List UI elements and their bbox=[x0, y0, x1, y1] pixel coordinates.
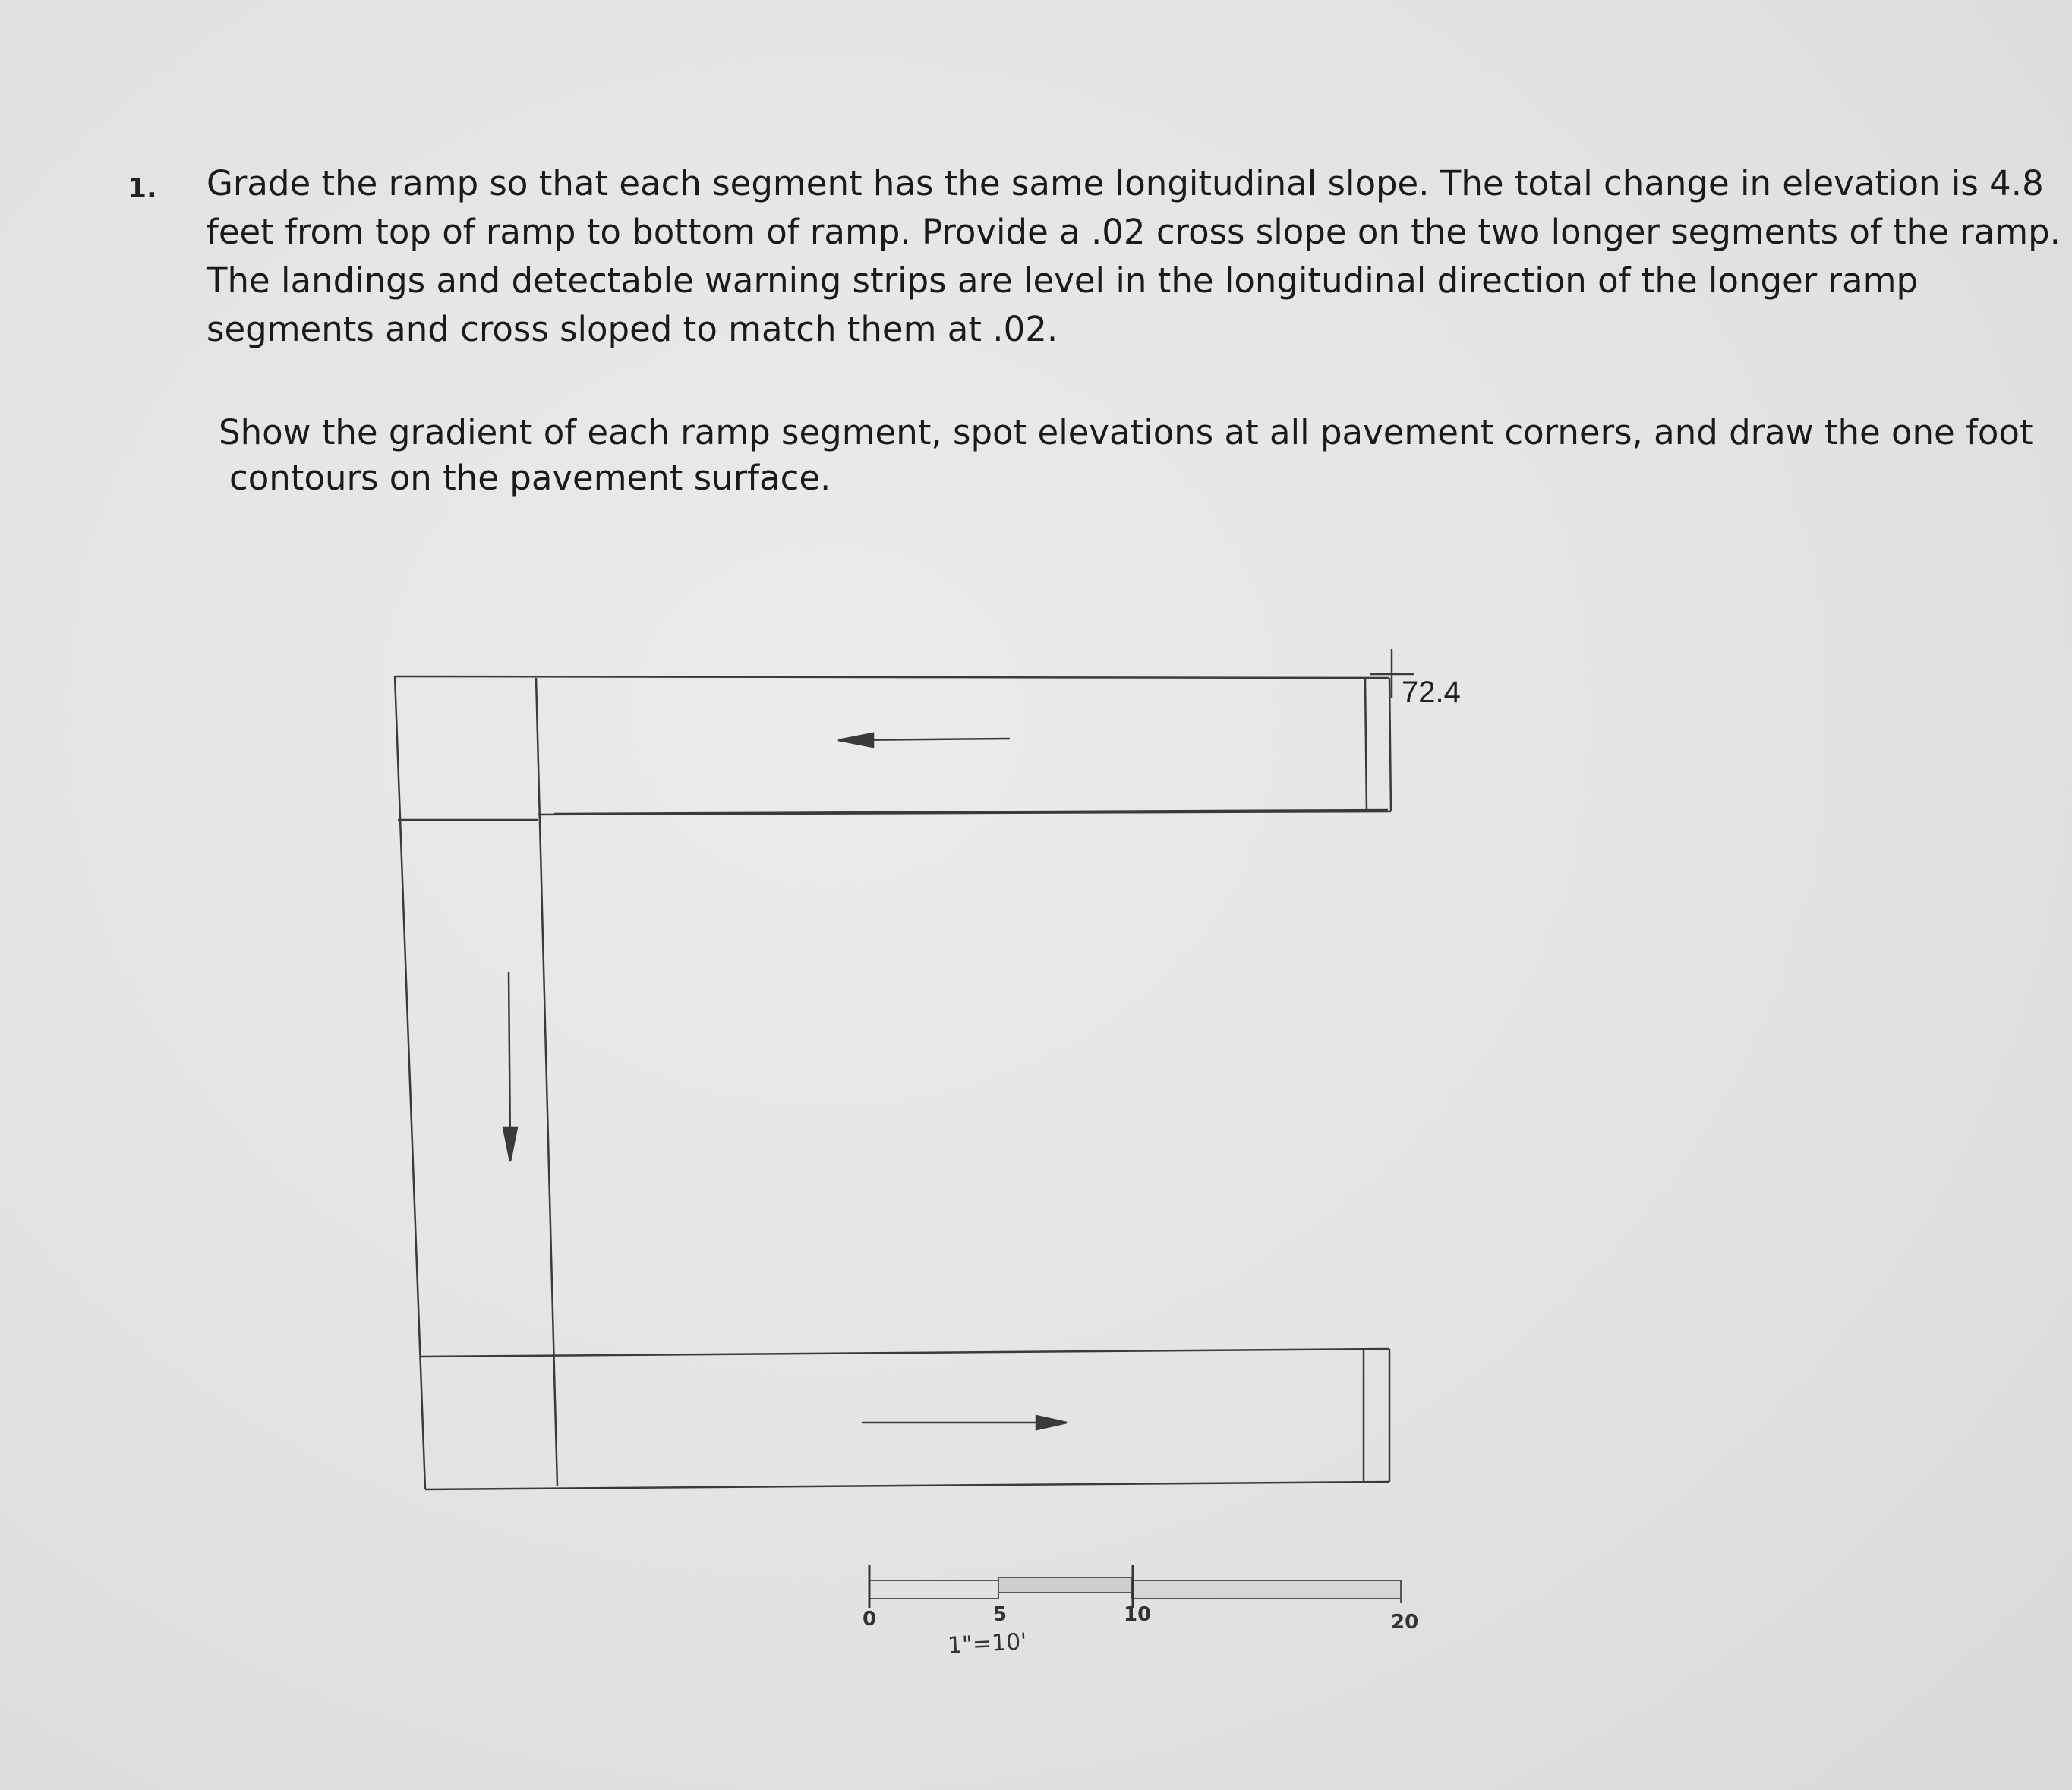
bottom-segment-top-edge bbox=[421, 1349, 1389, 1357]
scale-label-20: 20 bbox=[1391, 1611, 1419, 1634]
spot-elevation-label: 72.4 bbox=[1402, 676, 1461, 709]
top-warning-strip-inner bbox=[1365, 678, 1367, 811]
problem-line: segments and cross sloped to match them at .02. bbox=[207, 309, 1058, 349]
instruction-line: contours on the pavement surface. bbox=[229, 458, 831, 498]
problem-line: Grade the ramp so that each segment has the same longitudinal slope. The total change in elevation is 4.8 bbox=[207, 163, 2044, 203]
bottom-segment-arrowhead bbox=[1036, 1416, 1067, 1429]
problem-number: 1. bbox=[128, 173, 157, 204]
left-segment-arrow-line bbox=[509, 972, 510, 1146]
scale-ratio: 1"=10' bbox=[947, 1628, 1028, 1659]
top-warning-strip-outer bbox=[1389, 678, 1391, 811]
scale-label-5: 5 bbox=[993, 1603, 1008, 1626]
outer-top-edge bbox=[395, 676, 1389, 678]
scale-bar-segment bbox=[869, 1580, 998, 1599]
left-segment-arrowhead bbox=[503, 1127, 517, 1161]
problem-line: feet from top of ramp to bottom of ramp. Provide a .02 cross slope on the two longer segments of the ramp. bbox=[207, 212, 2061, 252]
scale-label-0: 0 bbox=[863, 1608, 877, 1631]
scale-label-10: 10 bbox=[1124, 1603, 1152, 1626]
outer-left-edge bbox=[395, 676, 425, 1489]
top-segment-arrowhead bbox=[838, 733, 873, 747]
problem-line: The landings and detectable warning strips are level in the longitudinal direction of the longer ramp bbox=[207, 260, 1919, 301]
instruction-line: Show the gradient of each ramp segment, spot elevations at all pavement corners, and draw the one foot bbox=[219, 412, 2033, 452]
scale-bar-segment bbox=[998, 1577, 1131, 1593]
bottom-segment-bottom-edge bbox=[425, 1482, 1389, 1489]
scale-bar-segment bbox=[1131, 1580, 1401, 1599]
scale-bar bbox=[869, 1565, 1401, 1608]
landing-divider-vertical bbox=[536, 678, 557, 1486]
